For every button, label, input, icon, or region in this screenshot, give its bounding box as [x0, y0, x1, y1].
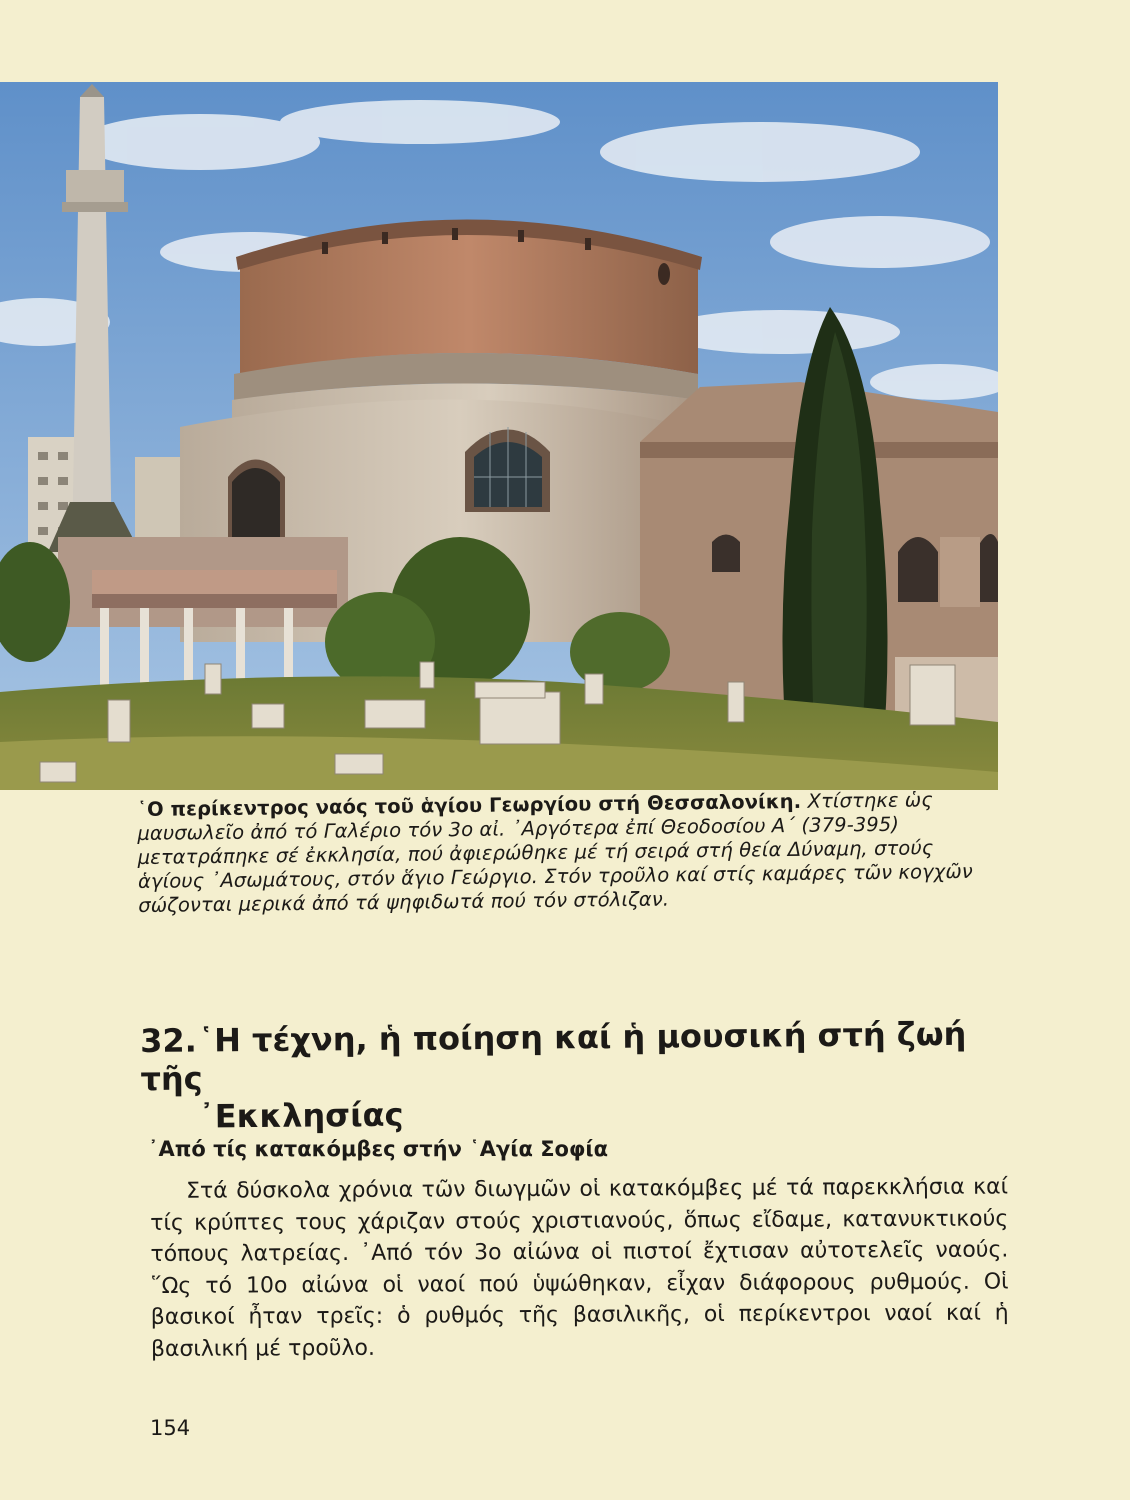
rotunda-photo — [0, 82, 998, 790]
caption-body: Χτίστηκε ὡς μαυσωλεῖο ἀπό τό Γαλέριο τόν 3ο αἰ. ᾿Αργότερα ἐπί Θεοδοσίου Α΄ (379-395) μετατράπηκε σέ ἐκκλησία, πού ἀφιερώθηκε μέ τή σειρά στή θεία Δύναμη, στούς ἁγίους ᾿Ασωμάτους, στόν ἅγιο Γεώργιο. Στόν τροῦλο καί στίς καμάρες τῶν κογχῶν σώζονται μερικά ἀπό τά ψηφιδωτά πού τόν στόλιζαν. — [137, 788, 973, 917]
chapter-title-line2: ᾿Εκκλησίας — [198, 1095, 404, 1136]
chapter-number: 32. — [140, 1021, 198, 1060]
chapter-title-line1: ῾Η τέχνη, ἡ ποίηση καί ἡ μουσική στή ζωή τῆς — [140, 1014, 967, 1098]
chapter-heading — [140, 1014, 1021, 1136]
body-paragraph: Στά δύσκολα χρόνια τῶν διωγμῶν οἱ κατακόμβες μέ τά παρεκκλήσια καί τίς κρύπτες τους χάριζαν στούς χριστιανούς, ὅπως εἴδαμε, κατανυκτικούς τόπους λατρείας. ᾿Από τόν 3ο αἰώνα οἱ πιστοί ἔχτισαν αὐτοτελεῖς ναούς. ῞Ως τό 10ο αἰώνα οἱ ναοί πού ὑψώθηκαν, εἶχαν διάφορους ρυθμούς. Οἱ βασικοί ἦταν τρεῖς: ὁ ρυθμός τῆς βασιλικῆς, οἱ περίκεντροι ναοί καί ἡ βασιλική μέ τροῦλο. — [150, 1174, 1009, 1362]
caption-lead: ῾Ο περίκεντρος ναός τοῦ ἁγίου Γεωργίου στή Θεσσαλονίκη. — [137, 789, 802, 821]
photo-caption — [137, 787, 1006, 918]
page-number: 154 — [150, 1416, 191, 1440]
section-body — [150, 1172, 1009, 1365]
section-heading: ᾿Από τίς κατακόμβες στήν ῾Αγία Σοφία — [148, 1137, 609, 1161]
